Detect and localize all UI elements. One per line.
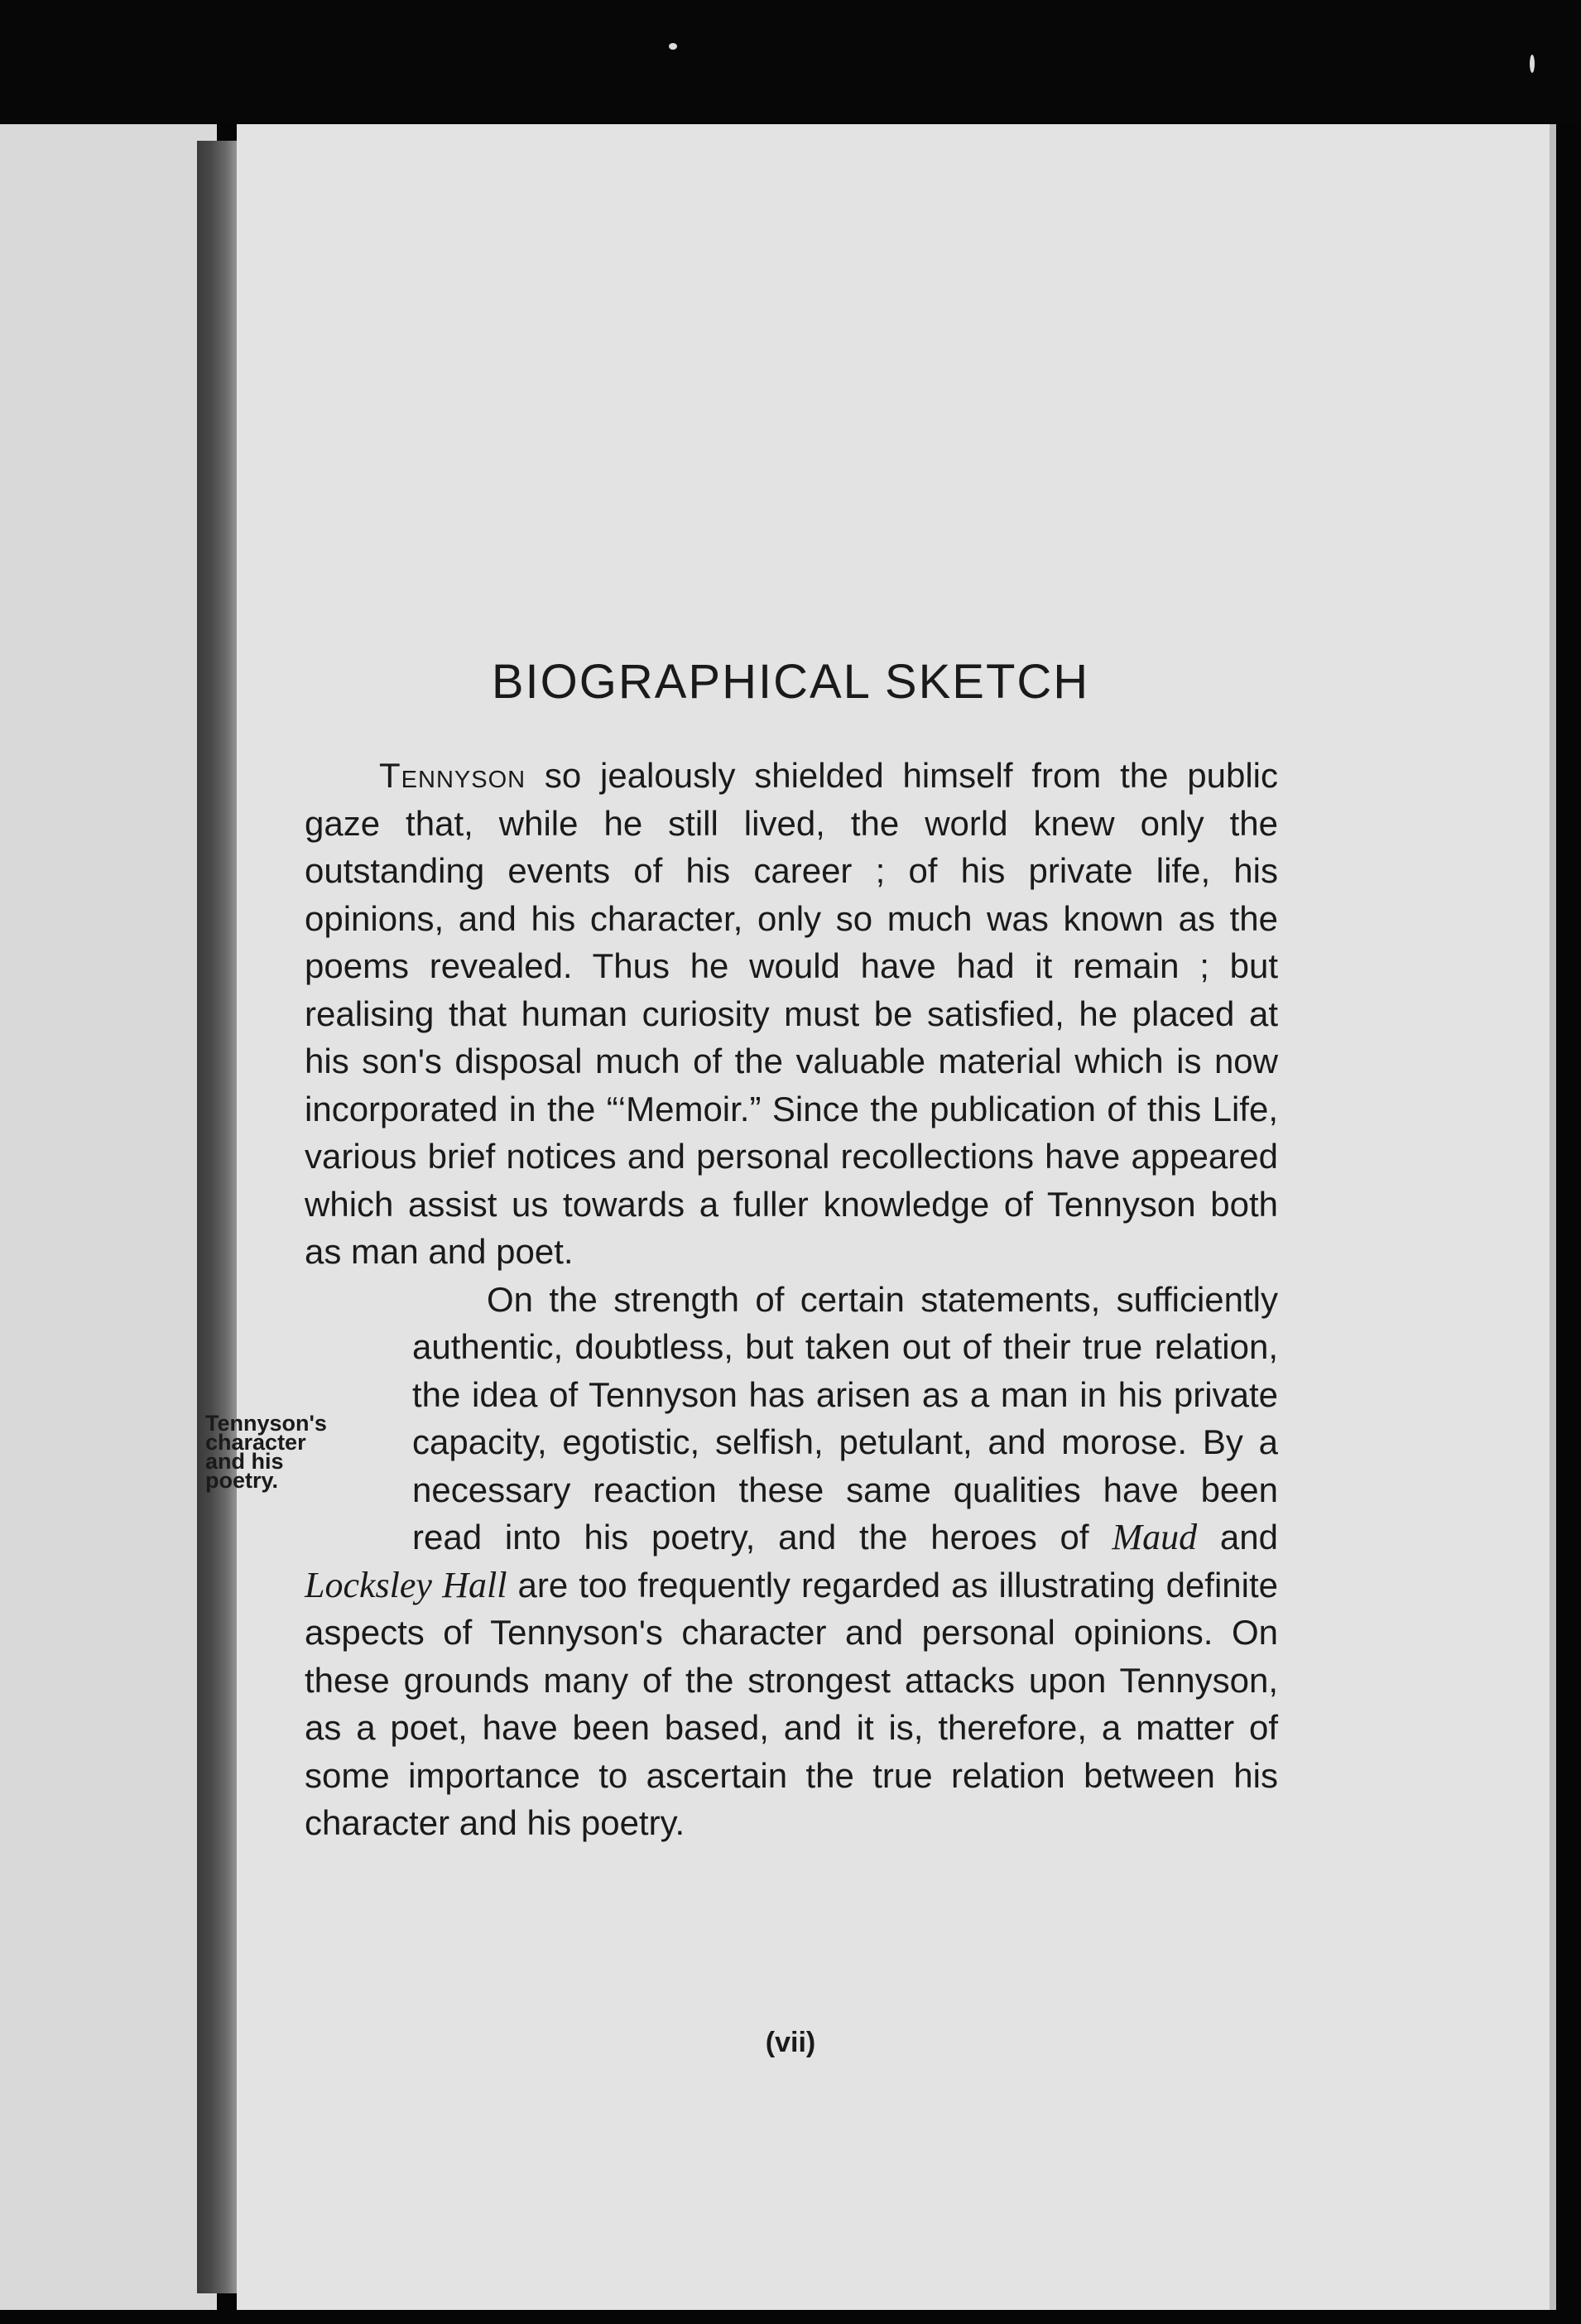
paragraph-2 [205,1276,1278,1847]
work-title-locksley-hall: Locksley Hall [305,1564,507,1605]
facing-page-edge [0,124,217,2310]
lead-word: Tennyson [379,756,526,795]
paragraph-2-text-c: are too frequently regarded as illustrating definite aspects of Tennyson's character and personal opinions. On these grounds many of the strongest attacks upon Tennyson, as a poet, have been based, and it is, therefore, a matter of some importance to ascertain the true relation between his character and his poetry. [305,1565,1278,1842]
page-edge-shadow [1550,124,1556,2310]
marginal-note-line: character [205,1429,306,1455]
paragraph-2-text-b: and [1197,1518,1278,1557]
scan-speck [1530,55,1535,73]
work-title-maud: Maud [1112,1517,1198,1557]
scanner-background [0,0,1581,124]
paragraph-1 [305,752,1278,1276]
scan-speck [669,43,677,50]
marginal-note-line: and his [205,1448,284,1474]
marginal-note-line: Tennyson's [205,1410,327,1436]
page-heading: BIOGRAPHICAL SKETCH [491,655,1090,709]
page-number: (vii) [765,2027,816,2058]
marginal-note-line: poetry. [205,1467,279,1493]
paragraph-1-text: so jealously shielded himself from the public gaze that, while he still lived, the world knew only the outstanding events of his career ; of his private life, his opinions, and his character, only so much was known as the poems revealed. Thus he would have had it remain ; but realising that human curiosity must be satisfied, he placed at his son's disposal much of the valuable material which is now incorporated in the “‘Memoir.” Since the publication of this Life, various brief notices and personal recollections have appeared which assist us towards a fuller knowledge of Tennyson both as man and poet. [305,756,1278,1271]
book-gutter [197,141,238,2293]
paragraph-2-text-a: On the strength of certain statements, sufficiently authentic, doubtless, but taken out of their true relation, the idea of Tennyson has arisen as a man in his private capacity, egotistic, selfish, petulant, and morose. By a necessary reaction these same qualities have been read into his poetry, and the heroes of [412,1279,1278,1557]
body-text [205,752,1278,1847]
marginal-note [205,1371,404,1557]
